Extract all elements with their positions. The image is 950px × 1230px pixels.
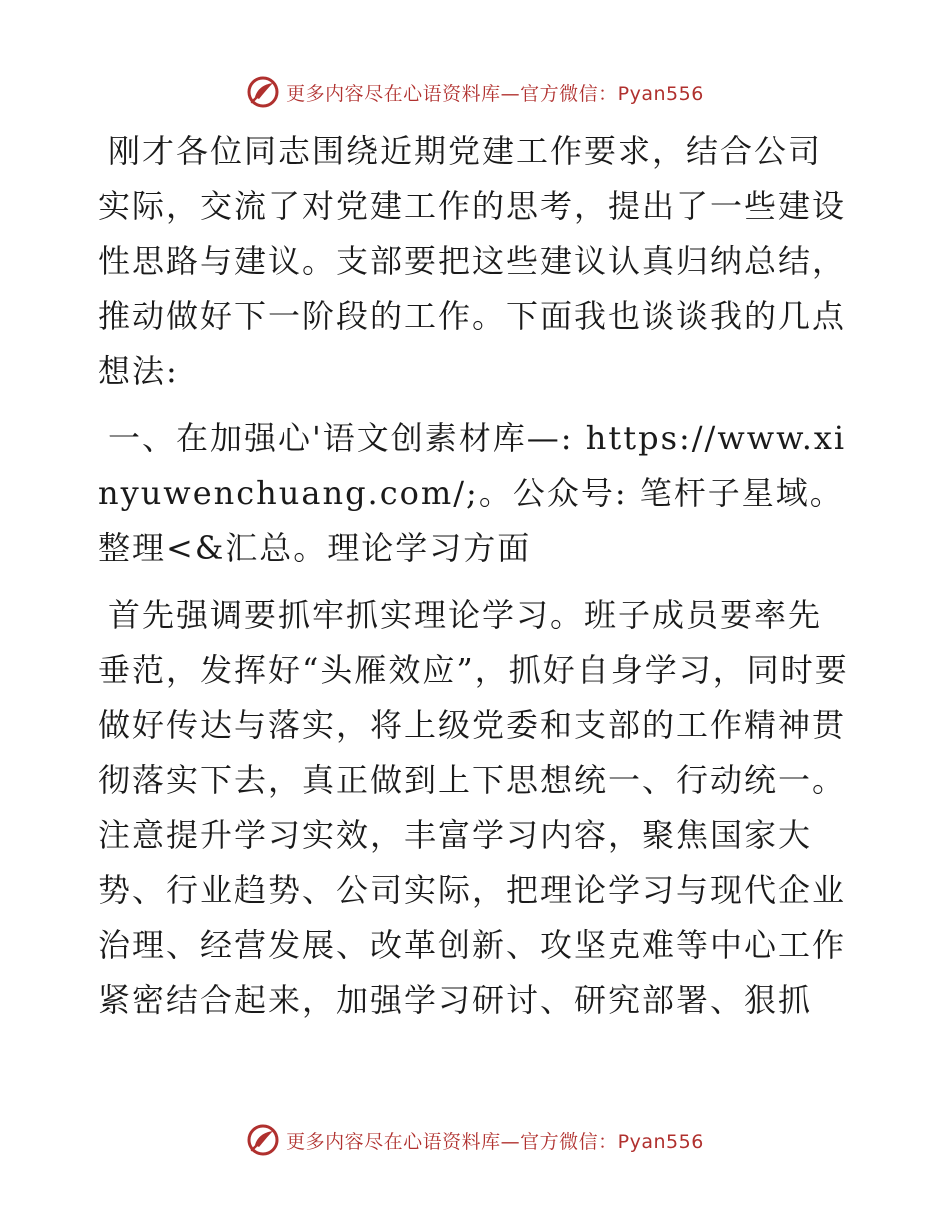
logo-icon — [246, 75, 280, 109]
header-banner — [0, 72, 950, 112]
logo-icon — [246, 1123, 280, 1157]
footer-banner — [0, 1120, 950, 1160]
footer-banner-text: 更多内容尽在心语资料库—官方微信：Pyan556 — [286, 1130, 704, 1153]
paragraph-intro: 刚才各位同志围绕近期党建工作要求，结合公司实际，交流了对党建工作的思考，提出了一些建设性思路与建议。支部要把这些建议认真归纳总结，推动做好下一阶段的工作。下面我也谈谈我的几点想法: — [98, 132, 847, 390]
document-body — [98, 124, 850, 1028]
header-banner-text: 更多内容尽在心语资料库—官方微信：Pyan556 — [286, 82, 704, 105]
paragraph-theory-study: 首先强调要抓牢抓实理论学习。班子成员要率先垂范，发挥好“头雁效应”，抓好自身学习，同时要做好传达与落实，将上级党委和支部的工作精神贯彻落实下去，真正做到上下思想统一、行动统一。注意提升学习实效，丰富学习内容，聚焦国家大势、行业趋势、公司实际，把理论学习与现代企业治理、经营发展、改革创新、攻坚克难等中心工作紧密结合起来，加强学习研讨、研究部署、狠抓 — [98, 596, 849, 1019]
paragraph-section-heading: 一、在加强心'语文创素材库—: https://www.xinyuwenchuang.com/;。公众号: 笔杆子星域。整理<&汇总。理论学习方面 — [98, 419, 847, 567]
